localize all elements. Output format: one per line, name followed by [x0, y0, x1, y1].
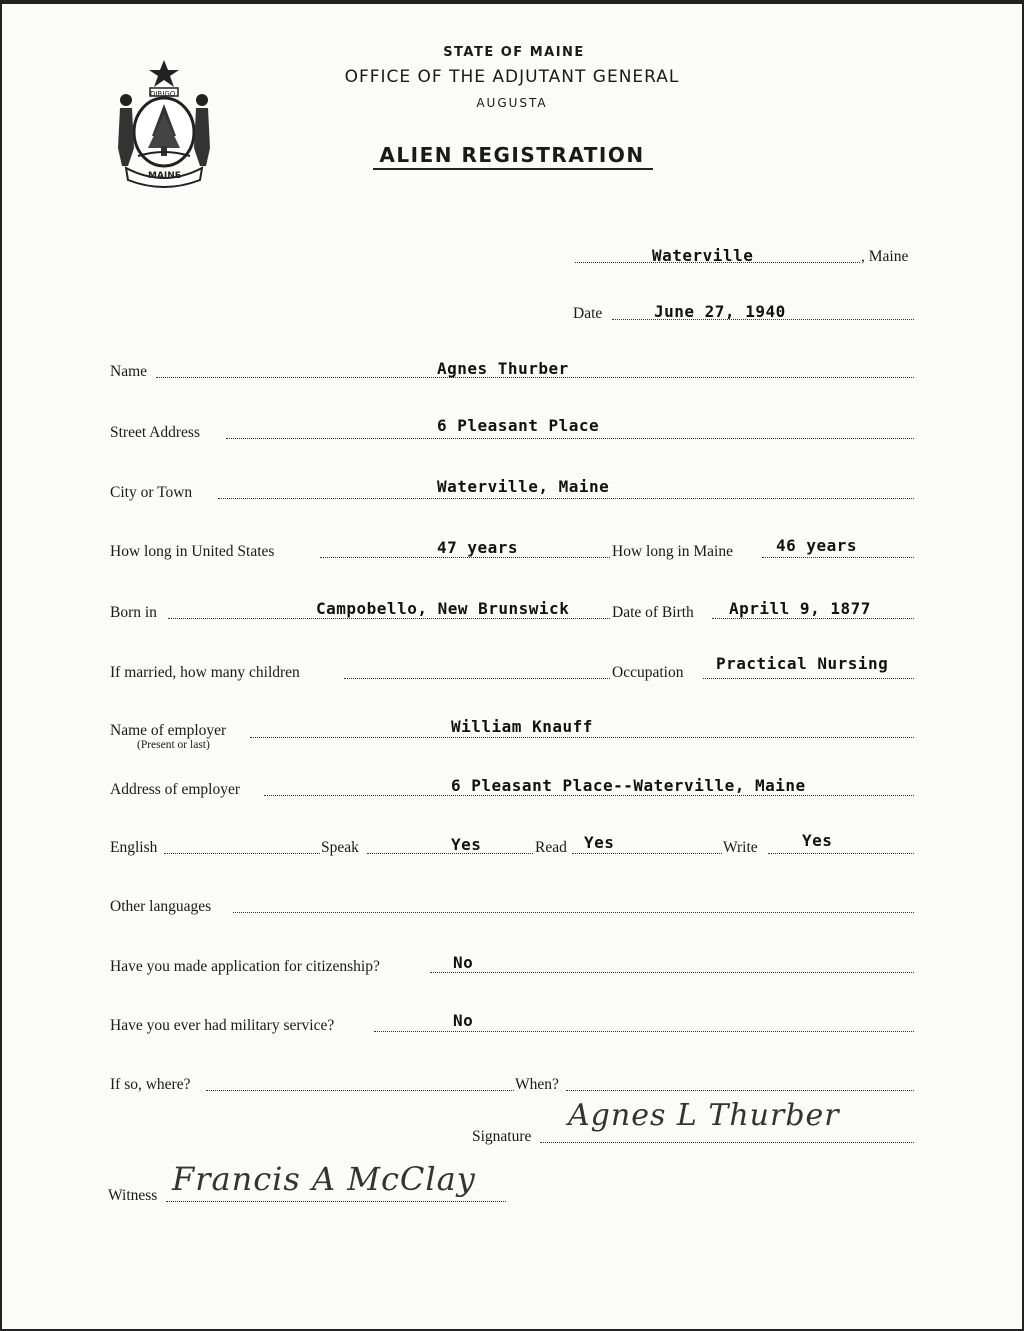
- employer-address-line: [264, 795, 914, 796]
- born-label: Born in: [110, 604, 157, 621]
- employer-sublabel: (Present or last): [137, 739, 210, 751]
- english-label: English: [110, 839, 158, 856]
- employer-value: William Knauff: [451, 717, 593, 736]
- born-line: [168, 618, 610, 619]
- maine-time-label: How long in Maine: [612, 543, 733, 560]
- signature-line: [540, 1142, 914, 1143]
- born-value: Campobello, New Brunswick: [316, 599, 570, 618]
- street-value: 6 Pleasant Place: [437, 416, 600, 435]
- english-line: [164, 853, 320, 854]
- where-label: If so, where?: [110, 1076, 191, 1093]
- citizenship-line: [430, 972, 914, 973]
- top-border: [0, 0, 1024, 4]
- witness-label: Witness: [108, 1187, 158, 1204]
- date-value: June 27, 1940: [654, 302, 786, 321]
- military-label: Have you ever had military service?: [110, 1017, 335, 1034]
- other-languages-line: [233, 912, 914, 913]
- when-line: [566, 1090, 914, 1091]
- occupation-line: [703, 678, 914, 679]
- speak-line: [367, 853, 533, 854]
- read-value: Yes: [584, 833, 615, 852]
- us-time-line: [320, 557, 610, 558]
- other-languages-label: Other languages: [110, 898, 212, 915]
- read-label: Read: [535, 839, 567, 856]
- military-value: No: [453, 1011, 474, 1030]
- us-time-value: 47 years: [437, 538, 519, 557]
- street-line: [226, 438, 914, 439]
- dob-value: Aprill 9, 1877: [729, 599, 871, 618]
- maine-time-value: 46 years: [776, 536, 858, 555]
- dob-label: Date of Birth: [612, 604, 694, 621]
- city-heading: AUGUSTA: [476, 96, 548, 110]
- speak-value: Yes: [451, 835, 482, 854]
- street-label: Street Address: [110, 424, 200, 441]
- employer-label: Name of employer: [110, 722, 227, 739]
- speak-label: Speak: [321, 839, 359, 856]
- occupation-value: Practical Nursing: [716, 654, 889, 673]
- write-line: [768, 853, 914, 854]
- location-suffix: , Maine: [861, 248, 909, 265]
- form-title: ALIEN REGISTRATION: [379, 143, 645, 167]
- state-heading: STATE OF MAINE: [443, 45, 585, 60]
- write-label: Write: [723, 839, 758, 856]
- title-underline: [373, 168, 653, 170]
- witness-value: Francis A McClay: [172, 1160, 476, 1198]
- witness-line: [166, 1201, 506, 1202]
- signature-label: Signature: [472, 1128, 532, 1145]
- date-label: Date: [573, 305, 603, 322]
- children-line: [344, 678, 610, 679]
- employer-address-label: Address of employer: [110, 781, 240, 798]
- citizenship-label: Have you made application for citizenship?: [110, 958, 380, 975]
- maine-time-line: [762, 557, 914, 558]
- city-value: Waterville, Maine: [437, 477, 610, 496]
- citizenship-value: No: [453, 953, 474, 972]
- write-value: Yes: [802, 831, 833, 850]
- city-label: City or Town: [110, 484, 193, 501]
- seal-banner-text: MAINE: [148, 171, 181, 181]
- us-time-label: How long in United States: [110, 543, 275, 560]
- when-label: When?: [515, 1076, 559, 1093]
- name-value: Agnes Thurber: [437, 359, 569, 378]
- dob-line: [712, 618, 914, 619]
- employer-line: [250, 737, 914, 738]
- read-line: [572, 853, 722, 854]
- employer-address-value: 6 Pleasant Place--Waterville, Maine: [451, 776, 806, 795]
- seal-motto-text: DIRIGO: [150, 90, 176, 98]
- location-value: Waterville: [652, 246, 754, 265]
- name-label: Name: [110, 363, 148, 380]
- military-line: [374, 1031, 914, 1032]
- children-label: If married, how many children: [110, 664, 300, 681]
- where-line: [206, 1090, 514, 1091]
- signature-value: Agnes L Thurber: [568, 1098, 840, 1133]
- office-heading: OFFICE OF THE ADJUTANT GENERAL: [344, 67, 680, 87]
- occupation-label: Occupation: [612, 664, 684, 681]
- city-line: [218, 498, 914, 499]
